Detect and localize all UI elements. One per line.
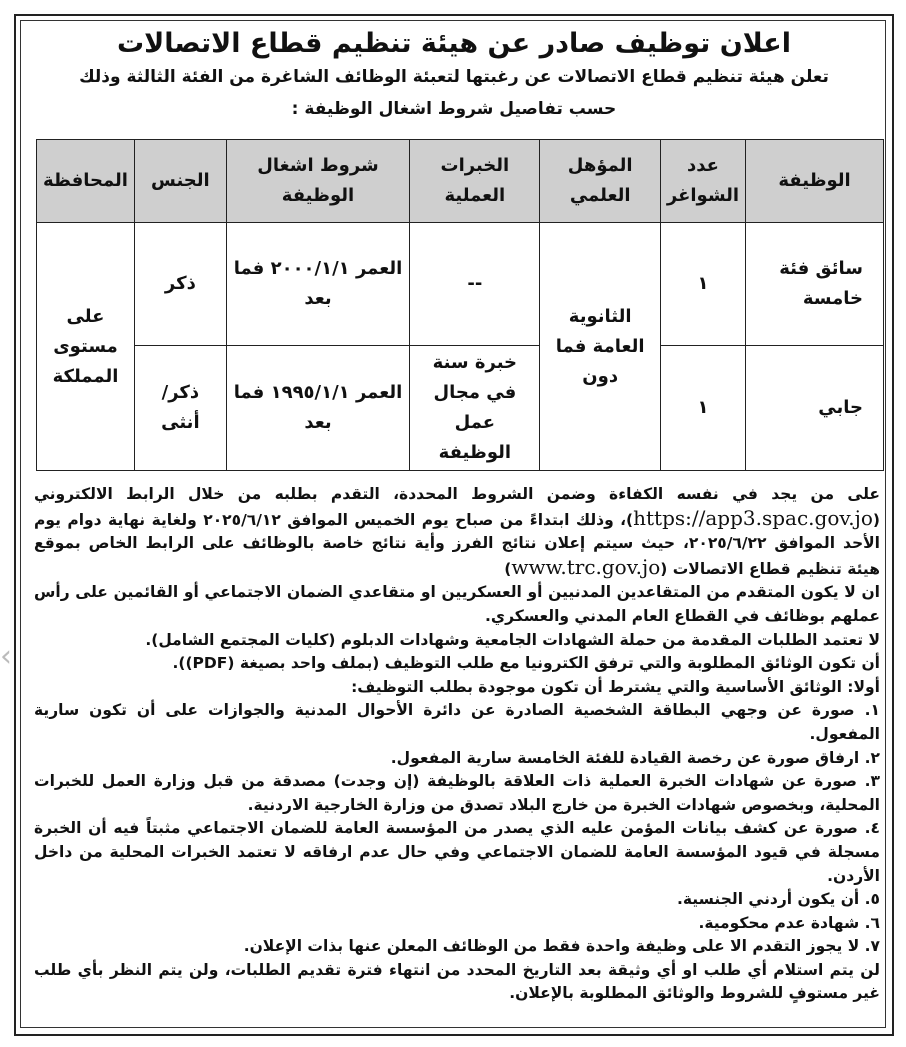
documents-heading: أولا: الوثائق الأساسية والتي يشترط أن تكون موجودة بطلب التوظيف: <box>351 677 880 696</box>
list-item: ١. صورة عن وجهي البطاقة الشخصية الصادرة عن دائرة الأحوال المدنية والجوازات على أن تكون سارية المفعول. <box>34 701 880 743</box>
table-row <box>37 346 884 471</box>
header-governorate: المحافظة <box>37 140 135 223</box>
application-paragraph: على من يجد في نفسه الكفاءة وضمن الشروط المحددة، التقدم بطلبه من خلال الرابط الالكتروني (https://app3.spac.gov.jo)، وذلك ابتداءً من صباح يوم الخميس الموافق ٢٠٢٥/٦/١٢ ولغاية نهاية دوام يوم الأحد الموافق ٢٠٢٥/٦/٢٢، حيث سيتم إعلان نتائج الفرز وأية نتائج خاصة بالوظائف على الرابط الخاص بموقع هيئة تنظيم قطاع الاتصالات (www.trc.gov.jo) <box>34 485 880 579</box>
closing-note: لن يتم استلام أي طلب او أي وثيقة بعد التاريخ المحدد من انتهاء فترة تقديم الطلبات، ولن يتم النظر بأي طلب غير مستوفٍ للشروط والوثائق المطلوبة بالإعلان. <box>34 960 880 1003</box>
list-item: ٣. صورة عن شهادات الخبرة العملية ذات العلاقة بالوظيفة (إن وجدت) مصدقة من قبل وزارة العمل للخبرات المحلية، وبخصوص شهادات الخبرة من خارج البلاد تصدق من وزارة الخارجية الاردنية. <box>34 772 880 814</box>
header-gender: الجنس <box>134 140 226 223</box>
gender-cell: ذكر <box>134 223 226 346</box>
header-conditions: شروط اشغال الوظيفة <box>226 140 409 223</box>
list-item: ٢. ارفاق صورة عن رخصة القيادة للفئة الخامسة سارية المفعول. <box>390 748 880 767</box>
qualification-cell: الثانوية العامة فما دون <box>540 223 660 471</box>
announcement-body <box>24 483 884 1006</box>
header-count: عدد الشواغر <box>660 140 745 223</box>
conditions-cell: العمر ٢٠٠٠/١/١ فما بعد <box>226 223 409 346</box>
page-title: اعلان توظيف صادر عن هيئة تنظيم قطاع الاتصالات <box>117 28 791 59</box>
count-cell: ١ <box>660 346 745 471</box>
chevron-left-icon[interactable]: ‹ <box>0 639 12 674</box>
gender-cell: ذكر/ أنثى <box>134 346 226 471</box>
application-text-a: على من يجد في نفسه الكفاءة وضمن الشروط المحددة، التقدم بطلبه من خلال الرابط الالكتروني <box>34 485 880 503</box>
intro-text: تعلن هيئة تنظيم قطاع الاتصالات عن رغبتها لتعبئة الوظائف الشاغرة من الفئة الثالثة وذلك حسب تفاصيل شروط اشغال الوظيفة : <box>79 67 829 119</box>
application-text-b: )، وذلك ابتداءً من صباح يوم الخميس الموافق ٢٠٢٥/٦/١٢ ولغاية نهاية دوام يوم الأحد الموافق ٢٠٢٥/٦/٢٢، حيث سيتم إعلان نتائج الفرز وأية نتائج خاصة بالوظائف على الرابط الخاص بموقع هيئة تنظيم قطاع الاتصالات ( <box>34 510 880 578</box>
conditions-cell: العمر ١٩٩٥/١/١ فما بعد <box>226 346 409 471</box>
announcement <box>24 22 884 1006</box>
trc-site-link[interactable]: www.trc.gov.jo <box>511 554 661 579</box>
list-item: ٦. شهادة عدم محكومية. <box>698 913 880 932</box>
count-cell: ١ <box>660 223 745 346</box>
header-job: الوظيفة <box>746 140 884 223</box>
job-cell: جابي <box>746 346 884 471</box>
header-experience: الخبرات العملية <box>410 140 540 223</box>
pdf-condition: أن تكون الوثائق المطلوبة والتي ترفق الكترونيا مع طلب التوظيف (بملف واحد بصيغة (PDF)). <box>172 654 880 673</box>
job-cell: سائق فئة خامسة <box>746 223 884 346</box>
governorate-cell: على مستوى المملكة <box>37 223 135 471</box>
list-item: ٧. لا يجوز التقدم الا على وظيفة واحدة فقط من الوظائف المعلن عنها بذات الإعلان. <box>243 937 880 956</box>
jobs-table <box>36 139 884 471</box>
table-header-row <box>37 140 884 223</box>
header-qualification: المؤهل العلمي <box>540 140 660 223</box>
application-text-c: ) <box>504 559 512 578</box>
diploma-condition: لا تعتمد الطلبات المقدمة من حملة الشهادات الجامعية وشهادات الدبلوم (كليات المجتمع الشامل). <box>145 630 880 649</box>
experience-cell: خبرة سنة في مجال عمل الوظيفة <box>410 346 540 471</box>
list-item: ٤. صورة عن كشف بيانات المؤمن عليه الذي يصدر من المؤسسة العامة للضمان الاجتماعي مثبتاً فيه أن الخبرة مسجلة في قيود المؤسسة العامة للضمان الاجتماعي وفي حال عدم ارفاقه لا تعتمد الخبرات المحلية من داخل الأردن. <box>34 819 880 885</box>
retirees-condition: ان لا يكون المتقدم من المتقاعدين المدنيين أو العسكريين او متقاعدي الضمان الاجتماعي أو القائمين على رأس عملهم بوظائف في القطاع العام المدني والعسكري. <box>34 583 880 625</box>
table-row <box>37 223 884 346</box>
experience-cell: -- <box>410 223 540 346</box>
list-item: ٥. أن يكون أردني الجنسية. <box>677 890 880 909</box>
application-link[interactable]: https://app3.spac.gov.jo <box>633 505 873 530</box>
